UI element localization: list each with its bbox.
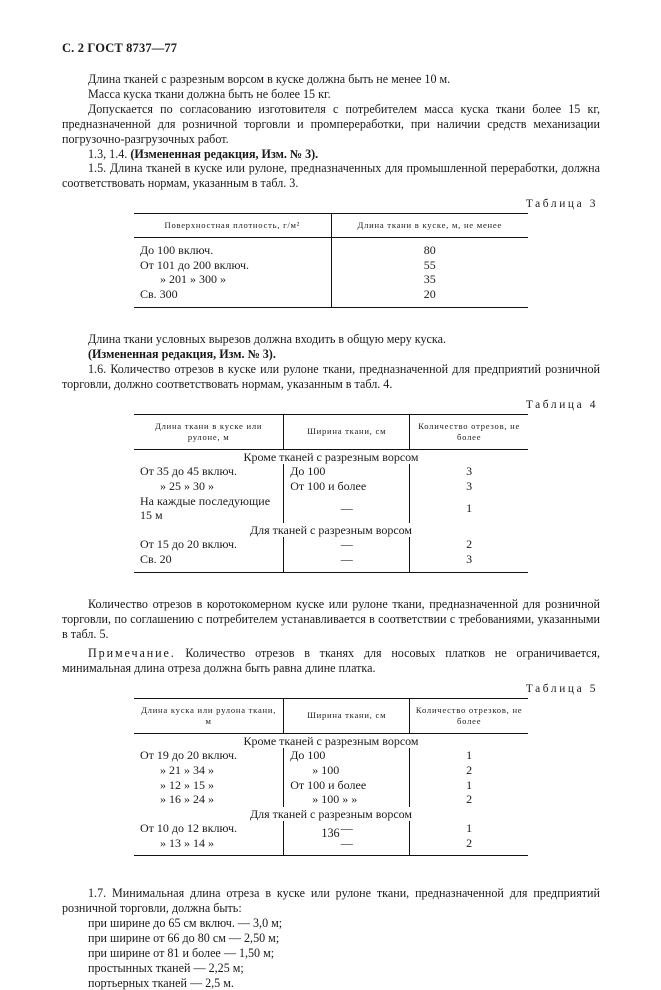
- paragraph-2: Масса куска ткани должна быть не более 15 кг.: [62, 87, 600, 102]
- table4-section-0: [134, 449, 528, 464]
- table4-section-1: [134, 523, 528, 538]
- note-label: Примечание.: [88, 646, 176, 660]
- table4-s0-r0-c1: До 100: [284, 464, 410, 479]
- table3-r1-c0: От 101 до 200 включ.: [134, 258, 331, 273]
- table4-s1-r0-c1: —: [284, 537, 410, 552]
- table-row: [134, 494, 528, 523]
- table3-r3-c1: 20: [331, 287, 528, 302]
- table-row: [134, 272, 528, 287]
- table5-s0-r2-c2: 1: [410, 778, 528, 793]
- table4-s1-r0-c0: От 15 до 20 включ.: [134, 537, 284, 552]
- table3-r3-c0: Св. 300: [134, 287, 331, 302]
- table5-s0-r3-c0: » 16 » 24 »: [134, 792, 284, 807]
- table4-wrapper: [134, 414, 528, 587]
- running-head: С. 2 ГОСТ 8737—77: [62, 41, 177, 56]
- table-row: [134, 552, 528, 567]
- table3-caption: Таблица 3: [62, 198, 600, 210]
- paragraph-1: Длина тканей с разрезным ворсом в куске должна быть не менее 10 м.: [62, 72, 600, 87]
- table5-header-row: [134, 698, 528, 733]
- list-item: при ширине от 81 и более — 1,50 м;: [88, 946, 600, 961]
- table5-col-header-2: Количество отрезков, не более: [410, 698, 528, 733]
- table4-s1-r1-c0: Св. 20: [134, 552, 284, 567]
- table4-s0-r0-c2: 3: [410, 464, 528, 479]
- table4-s1-r0-c2: 2: [410, 537, 528, 552]
- table5-section-0: [134, 733, 528, 748]
- table4-s0-r1-c2: 3: [410, 479, 528, 494]
- table4-header-row: [134, 414, 528, 449]
- table4-caption: Таблица 4: [62, 399, 600, 411]
- table5-col-header-1: Ширина ткани, см: [284, 698, 410, 733]
- table4-bottom-rule: [134, 572, 528, 587]
- table4-s0-r1-c0: » 25 » 30 »: [134, 479, 284, 494]
- table5-s0-r1-c0: » 21 » 34 »: [134, 763, 284, 778]
- table3-r2-c1: 35: [331, 272, 528, 287]
- table4-s1-r1-c2: 3: [410, 552, 528, 567]
- table-5: [134, 698, 528, 871]
- table5-section-title-0: Кроме тканей с разрезным ворсом: [134, 733, 528, 748]
- table3-col-header-0: Поверхностная плотность, г/м²: [134, 214, 331, 238]
- table4-section-title-0: Кроме тканей с разрезным ворсом: [134, 449, 528, 464]
- clause-1-3-1-4-prefix: 1.3, 1.4.: [88, 147, 130, 161]
- paragraph-5: 1.5. Длина тканей в куске или рулоне, предназначенных для промышленной переработки, должна соответствовать нормам, указанным в табл. 3.: [62, 161, 600, 191]
- table5-s0-r1-c1: » 100: [284, 763, 410, 778]
- table4-s0-r2-c1: —: [284, 494, 410, 523]
- table3-wrapper: [134, 213, 528, 322]
- table-row: [134, 537, 528, 552]
- table5-wrapper: [134, 698, 528, 871]
- table-row: [134, 258, 528, 273]
- table5-s1-r1-c2: 2: [410, 836, 528, 851]
- page-number: 136: [0, 826, 661, 841]
- table3-r1-c1: 55: [331, 258, 528, 273]
- table4-s0-r2-c0: На каждые последующие 15 м: [134, 494, 284, 523]
- table-3: [134, 213, 528, 322]
- table5-s0-r0-c2: 1: [410, 748, 528, 763]
- table4-col-header-2: Количество отрезов, не более: [410, 414, 528, 449]
- table-row: [134, 778, 528, 793]
- table5-s0-r1-c2: 2: [410, 763, 528, 778]
- table5-s0-r0-c1: До 100: [284, 748, 410, 763]
- paragraph-10: 1.7. Минимальная длина отреза в куске или рулоне ткани, предназначенной для предприятий розничной торговли, должна быть:: [62, 886, 600, 916]
- table5-s1-r1-c1: —: [284, 836, 410, 851]
- table5-s0-r3-c2: 2: [410, 792, 528, 807]
- table-row: [134, 464, 528, 479]
- table-row: [134, 243, 528, 258]
- table-row: [134, 748, 528, 763]
- table3-r2-c0: » 201 » 300 »: [134, 272, 331, 287]
- paragraph-6: Длина ткани условных вырезов должна входить в общую меру куска.: [62, 332, 600, 347]
- table3-col-header-1: Длина ткани в куске, м, не менее: [331, 214, 528, 238]
- list-item: при ширине до 65 см включ. — 3,0 м;: [88, 916, 600, 931]
- table-row: [134, 792, 528, 807]
- table3-r0-c1: 80: [331, 243, 528, 258]
- table5-s0-r0-c0: От 19 до 20 включ.: [134, 748, 284, 763]
- table5-s0-r2-c1: От 100 и более: [284, 778, 410, 793]
- table5-section-1: [134, 807, 528, 822]
- amendment-note-2: (Измененная редакция, Изм. № 3).: [88, 347, 276, 361]
- list-item: портьерных тканей — 2,5 м.: [88, 976, 600, 990]
- table4-s0-r1-c1: От 100 и более: [284, 479, 410, 494]
- table3-header-row: [134, 214, 528, 238]
- paragraph-note: [62, 646, 600, 676]
- table5-s0-r2-c0: » 12 » 15 »: [134, 778, 284, 793]
- table5-section-title-1: Для тканей с разрезным ворсом: [134, 807, 528, 822]
- table5-s1-r0-c0: От 10 до 12 включ.: [134, 821, 284, 836]
- list-item: при ширине от 66 до 80 см — 2,50 м;: [88, 931, 600, 946]
- table-row: [134, 287, 528, 302]
- table4-col-header-1: Ширина ткани, см: [284, 414, 410, 449]
- paragraph-3: Допускается по согласованию изготовителя с потребителем масса куска ткани более 15 кг, предназначенной для розничной торговли и промпереработки, при наличии средств механизации погрузочно-разгрузочных работ.: [62, 102, 600, 147]
- table-row: [134, 763, 528, 778]
- table4-s0-r0-c0: От 35 до 45 включ.: [134, 464, 284, 479]
- table5-s1-r0-c1: —: [284, 821, 410, 836]
- clause-1-7-list: [62, 916, 600, 990]
- table5-col-header-0: Длина куска или рулона ткани, м: [134, 698, 284, 733]
- paragraph-8: 1.6. Количество отрезов в куске или рулоне ткани, предназначенной для предприятий розничной торговли, должно соответствовать нормам, указанным в табл. 4.: [62, 362, 600, 392]
- table-row: [134, 479, 528, 494]
- table4-section-title-1: Для тканей с разрезным ворсом: [134, 523, 528, 538]
- table4-s1-r1-c1: —: [284, 552, 410, 567]
- paragraph-9: Количество отрезов в коротокомерном куске или рулоне ткани, предназначенной для розничной торговли, по соглашению с потребителем устанавливается в соответствии с требованиями, указанными в табл. 5.: [62, 597, 600, 642]
- table5-s0-r3-c1: » 100 » »: [284, 792, 410, 807]
- note-text: Количество отрезов в тканях для носовых платков не ограничивается, минимальная длина отреза должна быть равна длине платка.: [62, 646, 600, 675]
- table5-caption: Таблица 5: [62, 683, 600, 695]
- table5-s1-r0-c2: 1: [410, 821, 528, 836]
- list-item: простынных тканей — 2,25 м;: [88, 961, 600, 976]
- table5-s1-r1-c0: » 13 » 14 »: [134, 836, 284, 851]
- table5-bottom-rule: [134, 856, 528, 871]
- paragraph-7: [62, 347, 600, 362]
- table3-bottom-rule: [134, 307, 528, 322]
- table-4: [134, 414, 528, 587]
- amendment-note-1: (Измененная редакция, Изм. № 3).: [130, 147, 318, 161]
- table4-col-header-0: Длина ткани в куске или рулоне, м: [134, 414, 284, 449]
- paragraph-4: [62, 147, 600, 162]
- table3-r0-c0: До 100 включ.: [134, 243, 331, 258]
- page-content: [62, 72, 600, 990]
- table4-s0-r2-c2: 1: [410, 494, 528, 523]
